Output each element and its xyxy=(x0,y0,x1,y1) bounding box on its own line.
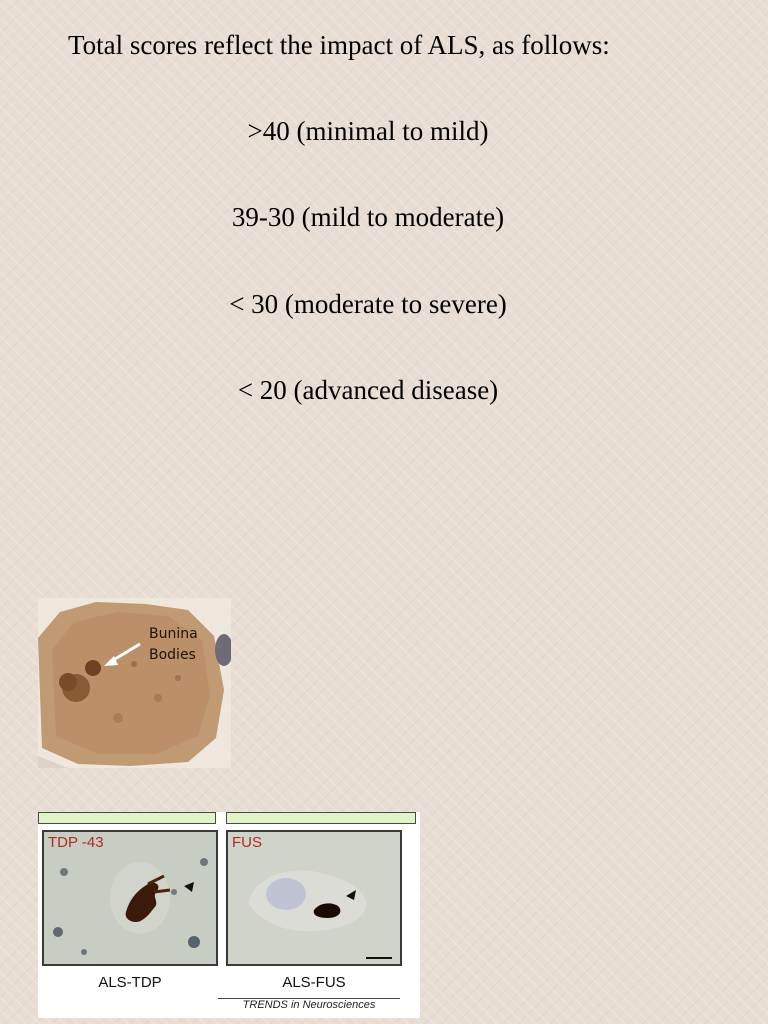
fus-image xyxy=(228,832,402,966)
left-panel-tab xyxy=(38,812,216,824)
micrograph-image xyxy=(38,598,231,768)
slide-title: Total scores reflect the impact of ALS, as follows: xyxy=(68,30,610,60)
tdp43-panel-label: TDP -43 xyxy=(48,834,104,851)
fus-panel-label: FUS xyxy=(232,834,262,851)
right-panel-tab xyxy=(226,812,416,824)
tdp43-image xyxy=(44,832,218,966)
als-fus-caption: ALS-FUS xyxy=(282,974,346,991)
inclusion-figure xyxy=(38,812,420,1018)
bunina-bodies-label xyxy=(149,624,198,666)
fus-micrograph xyxy=(226,830,402,966)
score-range-advanced: < 20 (advanced disease) xyxy=(237,375,499,405)
score-range-minimal: >40 (minimal to mild) xyxy=(247,116,489,146)
score-range-mild: 39-30 (mild to moderate) xyxy=(231,202,505,232)
bunina-label-line2: Bodies xyxy=(149,647,196,663)
score-range-moderate: < 30 (moderate to severe) xyxy=(229,289,507,319)
als-tdp-caption: ALS-TDP xyxy=(98,974,162,991)
bunina-bodies-micrograph xyxy=(38,598,231,768)
tdp43-micrograph xyxy=(42,830,218,966)
bunina-label-line1: Bunina xyxy=(149,626,198,642)
journal-credit: TRENDS in Neurosciences xyxy=(242,999,376,1011)
